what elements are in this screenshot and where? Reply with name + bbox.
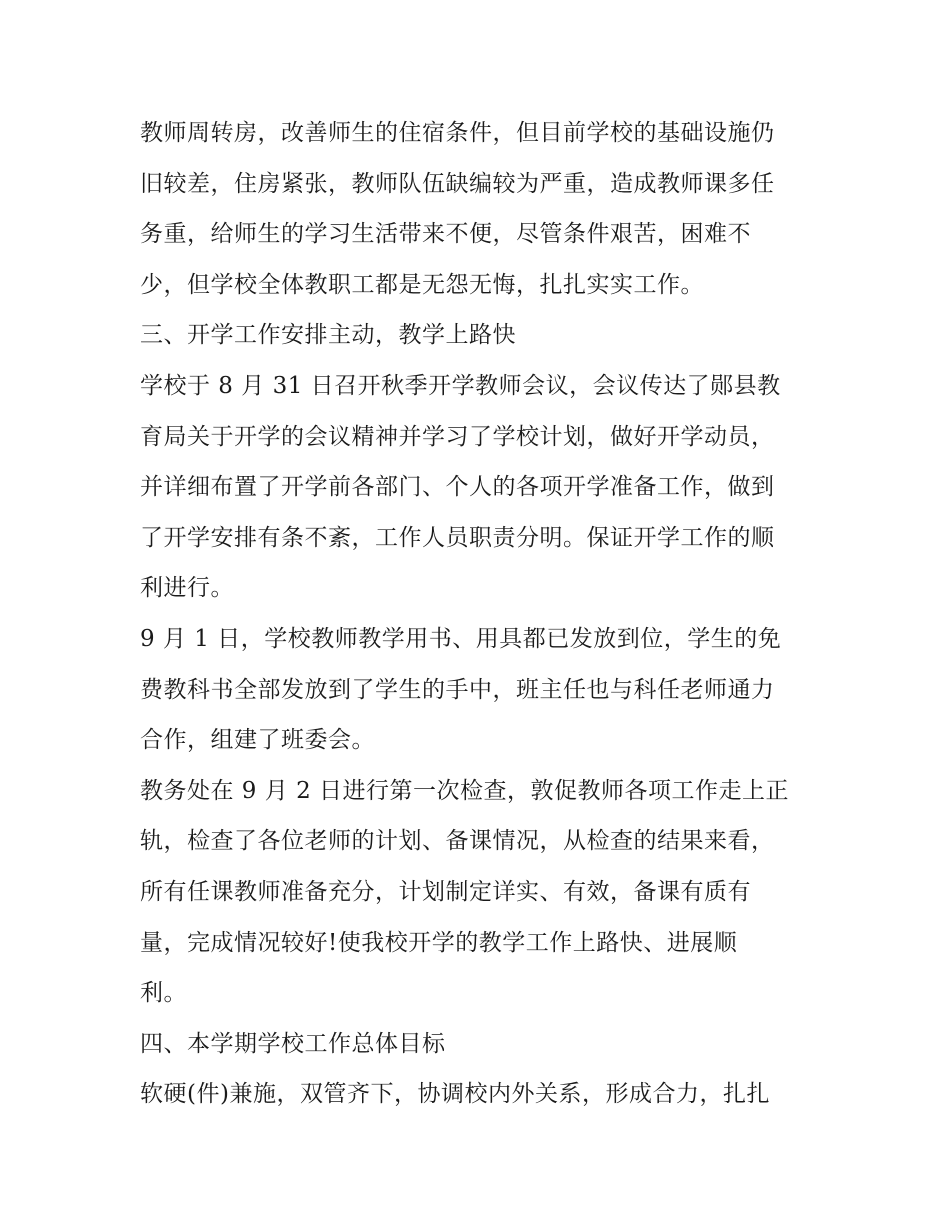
text-line: 利进行。 <box>140 575 234 602</box>
text-line: 费教科书全部发放到了学生的手中，班主任也与科任老师通力 <box>140 676 775 703</box>
text-line: 利。 <box>140 980 187 1007</box>
text-line: 教师周转房，改善师生的住宿条件，但目前学校的基础设施仍 <box>140 120 775 146</box>
section-heading-3: 三、开学工作安排主动，教学上路快 <box>140 322 516 349</box>
text-line: 量，完成情况较好!使我校开学的教学工作上路快、进展顺 <box>140 929 738 956</box>
text-line: 了开学安排有条不紊，工作人员职责分明。保证开学工作的顺 <box>140 524 775 551</box>
text-line: 轨，检查了各位老师的计划、备课情况，从检查的结果来看， <box>140 828 775 855</box>
text-line: 育局关于开学的会议精神并学习了学校计划，做好开学动员， <box>140 423 775 450</box>
text-line: 软硬(件)兼施，双管齐下，协调校内外关系，形成合力，扎扎 <box>140 1081 770 1108</box>
text-line: 务重，给师生的学习生活带来不便，尽管条件艰苦，困难不 <box>140 221 751 248</box>
text-line: 并详细布置了开学前各部门、个人的各项开学准备工作，做到 <box>140 474 775 501</box>
text-line: 9 月 1 日，学校教师教学用书、用具都已发放到位，学生的免 <box>140 625 782 652</box>
text-line: 少，但学校全体教职工都是无怨无悔，扎扎实实工作。 <box>140 271 704 298</box>
text-line: 教务处在 9 月 2 日进行第一次检查，敦促教师各项工作走上正 <box>140 777 790 804</box>
text-line: 旧较差，住房紧张，教师队伍缺编较为严重，造成教师课多任 <box>140 170 775 197</box>
section-heading-4: 四、本学期学校工作总体目标 <box>140 1030 446 1057</box>
text-line: 学校于 8 月 31 日召开秋季开学教师会议，会议传达了郧县教 <box>140 372 781 399</box>
text-line: 合作，组建了班委会。 <box>140 727 375 754</box>
text-line: 所有任课教师准备充分，计划制定详实、有效，备课有质有 <box>140 878 751 905</box>
document-body <box>140 108 830 1120</box>
